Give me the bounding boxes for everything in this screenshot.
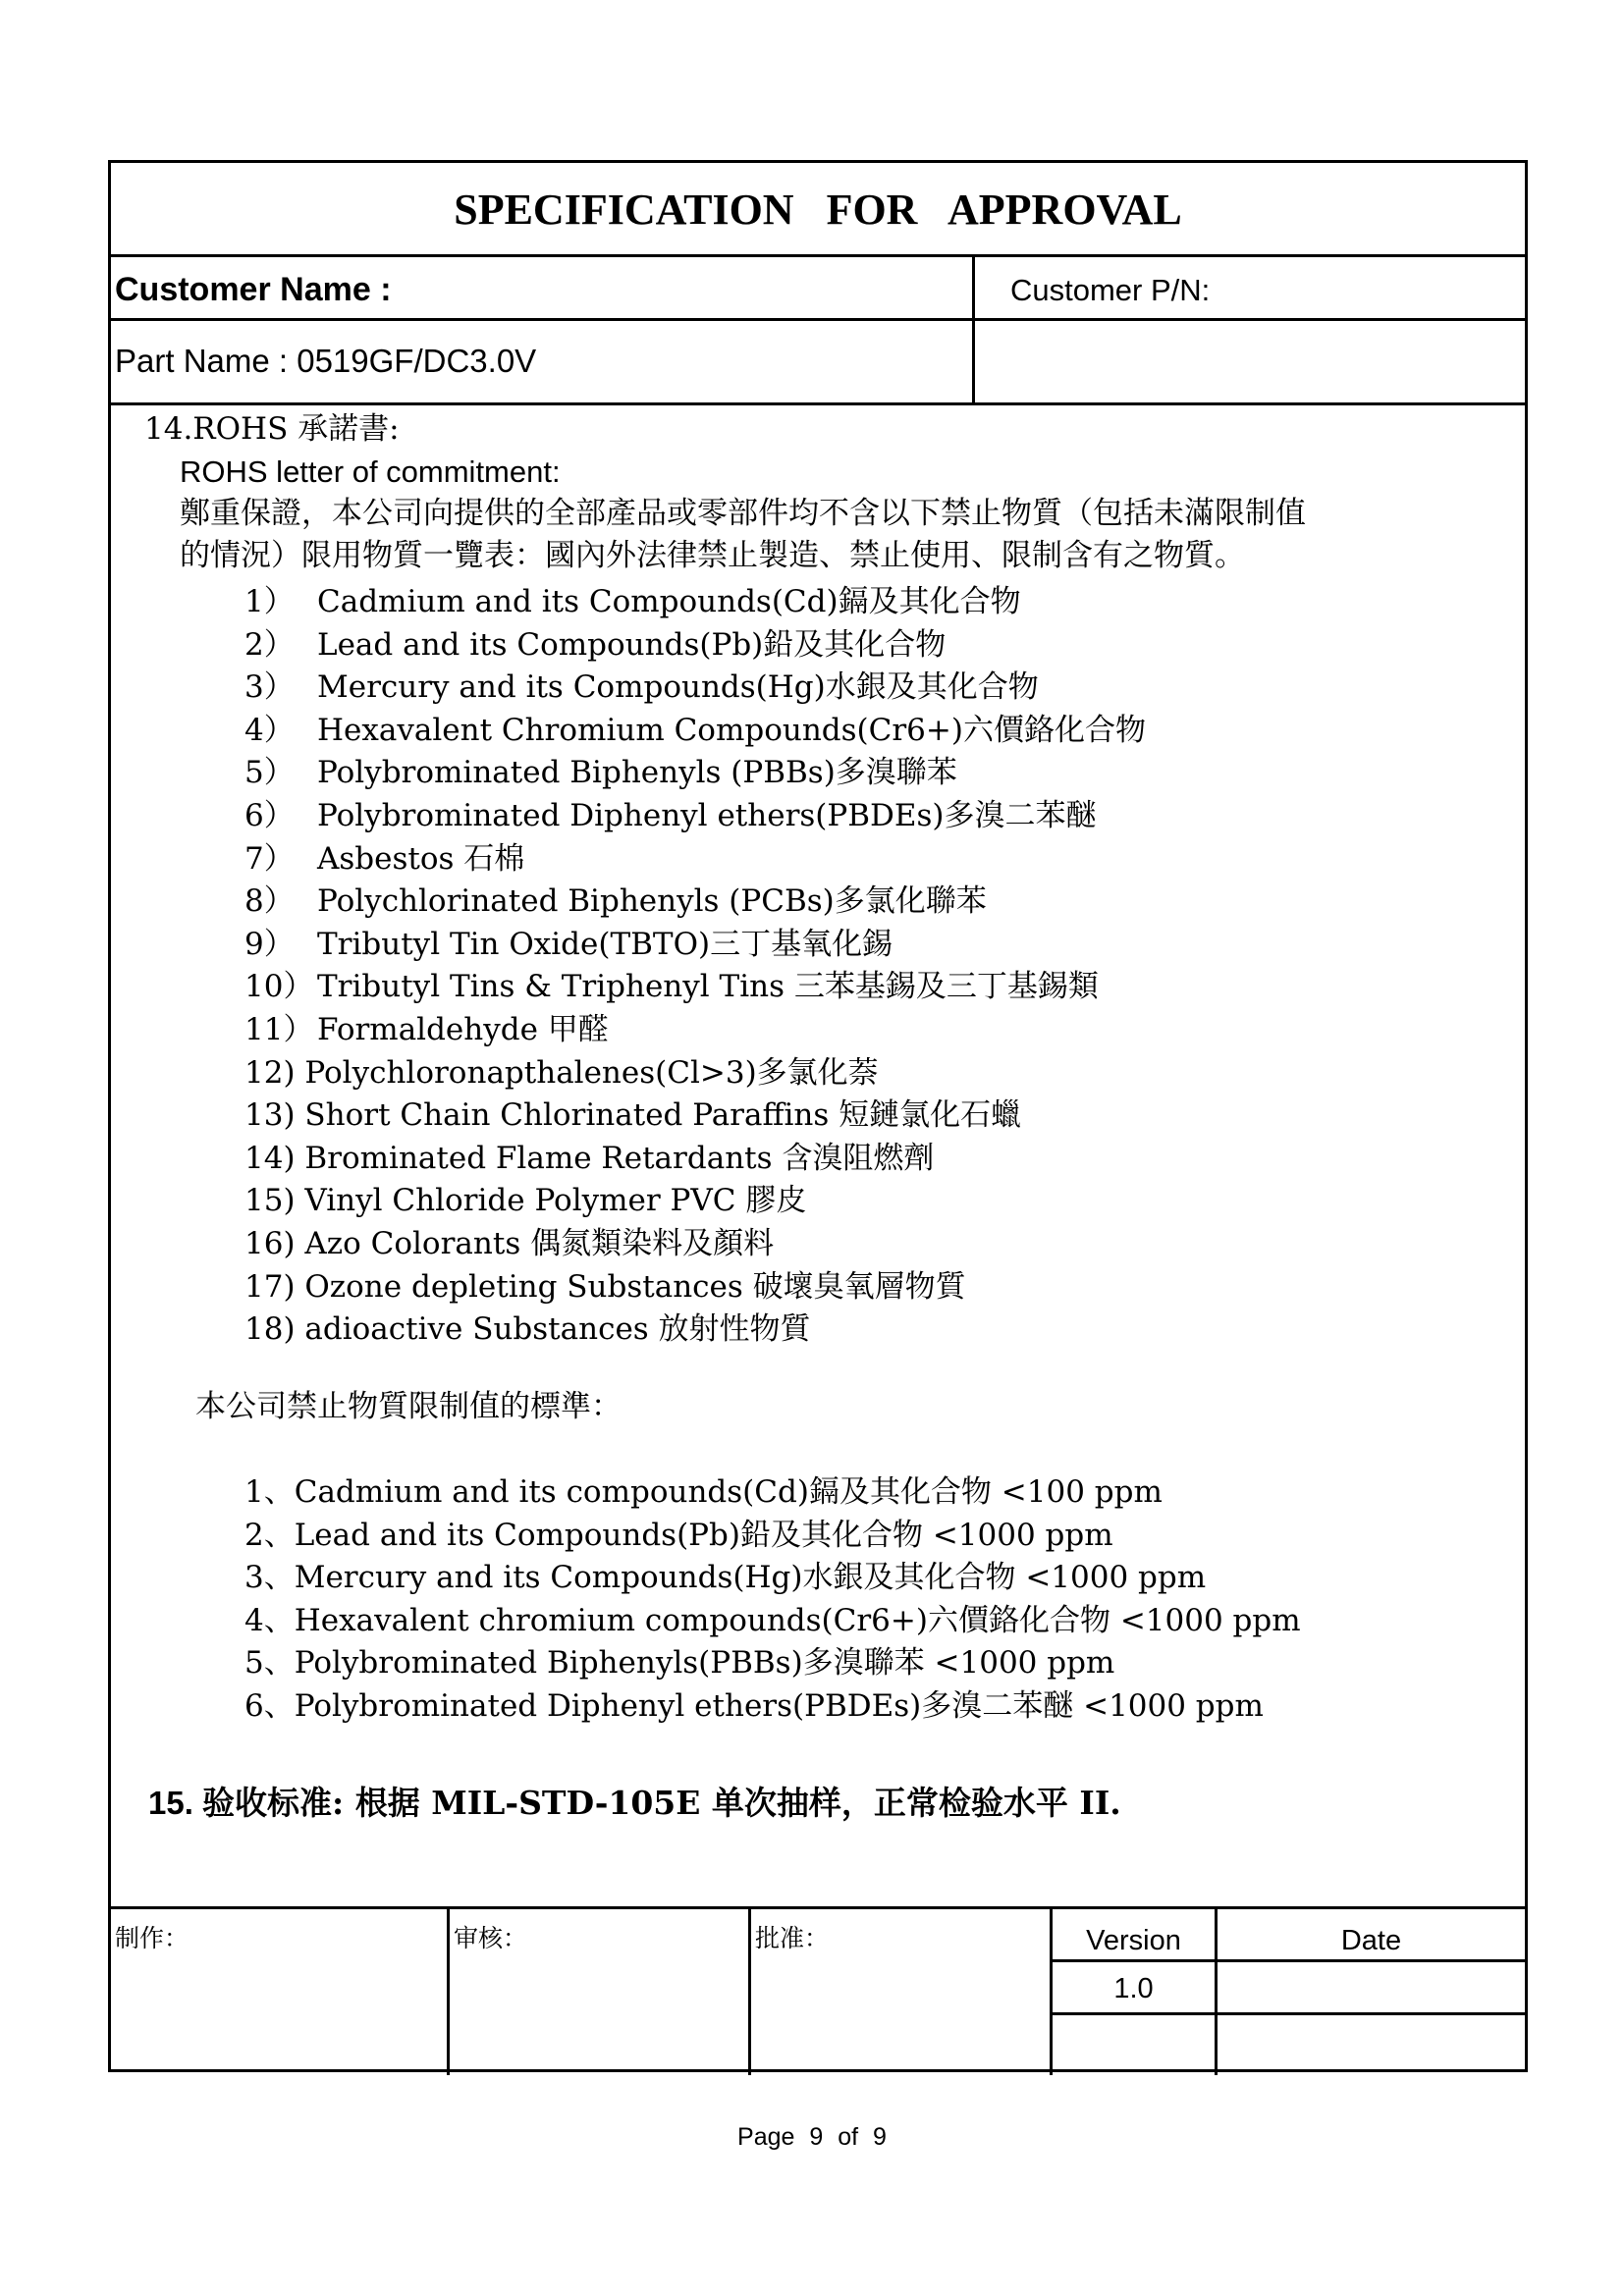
substance-item-number: 4）	[244, 712, 295, 748]
substance-item-text: 12) Polychloronapthalenes(Cl>3)多氯化萘	[244, 1054, 879, 1091]
date-header-cell	[1218, 1909, 1525, 1962]
substance-item	[244, 1053, 879, 1093]
substance-item	[244, 839, 524, 879]
signature-footer	[111, 1906, 1525, 2075]
part-name-row	[111, 321, 1525, 405]
date-value-cell	[1218, 1962, 1525, 2015]
substance-item	[244, 753, 957, 792]
date-label: Date	[1340, 1925, 1402, 1956]
substance-item-text: Formaldehyde 甲醛	[317, 1012, 609, 1047]
substance-item-text: Tributyl Tin Oxide(TBTO)三丁基氧化錫	[317, 926, 893, 962]
substance-item	[244, 667, 1039, 707]
title-row	[111, 163, 1525, 257]
reviewed-by-label: 审核：	[454, 1924, 528, 1952]
version-value: 1.0	[1113, 1973, 1154, 2004]
section15-line	[148, 1778, 1121, 1824]
approved-by-cell	[751, 1909, 1053, 2075]
section15-text: 验收标准: 根据 MIL-STD-105E 单次抽样，正常检验水平 II.	[202, 1784, 1121, 1822]
substance-item-text: 14) Brominated Flame Retardants 含溴阻燃劑	[244, 1140, 935, 1176]
substance-item-number: 5）	[244, 755, 295, 791]
customer-pn-cell	[975, 257, 1525, 318]
reviewed-by-cell	[450, 1909, 751, 2075]
section14-heading: 14.ROHS 承諾書:	[144, 411, 400, 447]
customer-name-cell	[111, 257, 975, 318]
substance-item-number: 7）	[244, 840, 295, 877]
substance-item	[244, 925, 893, 964]
substance-item-number: 11）	[244, 1012, 314, 1047]
customer-name-label: Customer Name :	[115, 271, 392, 308]
substance-item-text: Cadmium and its Compounds(Cd)鎘及其化合物	[317, 584, 1021, 619]
version-header-cell	[1053, 1909, 1218, 1962]
version-label: Version	[1086, 1925, 1181, 1956]
section14-intro-line1: 鄭重保證，本公司向提供的全部產品或零部件均不含以下禁止物質（包括未滿限制值	[180, 496, 1306, 531]
part-name-cell	[111, 321, 975, 402]
version-empty-cell	[1053, 2015, 1218, 2075]
substance-item-text: 16) Azo Colorants 偶氮類染料及顏料	[244, 1226, 775, 1261]
approved-by-label: 批准：	[755, 1924, 830, 1952]
substance-item-number: 9）	[244, 926, 295, 962]
limit-item: 2、Lead and its Compounds(Pb)鉛及其化合物 <1000 ppm	[244, 1517, 1113, 1553]
substance-item	[244, 1224, 774, 1263]
substance-item-text: Polychlorinated Biphenyls (PCBs)多氯化聯苯	[317, 883, 987, 920]
limit-item: 5、Polybrominated Biphenyls(PBBs)多溴聯苯 <1000 ppm	[244, 1645, 1115, 1682]
section14-intro-line2: 的情況）限用物質一覽表：國內外法律禁止製造、禁止使用、限制含有之物質。	[180, 538, 1245, 573]
substance-item-text: Tributyl Tins & Triphenyl Tins 三苯基錫及三丁基錫類	[317, 969, 1099, 1005]
substance-item	[244, 796, 1097, 835]
substance-item	[244, 1267, 966, 1307]
substance-item	[244, 881, 987, 921]
substance-item-number: 2）	[244, 626, 295, 663]
substance-item-text: Polybrominated Biphenyls (PBBs)多溴聯苯	[317, 755, 957, 791]
limit-item: 4、Hexavalent chromium compounds(Cr6+)六價鉻化合物 <1000 ppm	[244, 1602, 1301, 1638]
limits-heading: 本公司禁止物質限制值的標準：	[195, 1389, 622, 1424]
substance-item-text: Mercury and its Compounds(Hg)水銀及其化合物	[317, 669, 1039, 706]
limit-item: 6、Polybrominated Diphenyl ethers(PBDEs)多溴二苯醚 <1000 ppm	[244, 1688, 1264, 1724]
made-by-label: 制作：	[115, 1924, 189, 1952]
part-name: Part Name : 0519GF/DC3.0V	[115, 343, 537, 379]
substance-item-text: Asbestos 石棉	[317, 840, 525, 877]
limit-item: 3、Mercury and its Compounds(Hg)水銀及其化合物 <1000 ppm	[244, 1560, 1207, 1596]
substance-item	[244, 1095, 1021, 1135]
substance-item-number: 1）	[244, 584, 295, 619]
customer-pn-label: Customer P/N:	[1010, 273, 1211, 307]
substance-item-text: Hexavalent Chromium Compounds(Cr6+)六價鉻化合物	[317, 712, 1146, 748]
substance-item	[244, 967, 1099, 1006]
substance-item-number: 10）	[244, 969, 314, 1005]
substance-item-text: 18) adioactive Substances 放射性物質	[244, 1311, 811, 1348]
document-body	[111, 405, 1525, 1907]
made-by-cell	[111, 1909, 450, 2075]
substance-item-text: Lead and its Compounds(Pb)鉛及其化合物	[317, 626, 947, 663]
substance-item	[244, 711, 1146, 750]
specification-frame	[108, 160, 1528, 2072]
substance-item	[244, 625, 946, 665]
substance-item-text: 15) Vinyl Chloride Polymer PVC 膠皮	[244, 1183, 807, 1219]
substance-item	[244, 582, 1021, 621]
substance-item-text: Polybrominated Diphenyl ethers(PBDEs)多溴二苯醚	[317, 798, 1097, 833]
substance-item-number: 3）	[244, 669, 295, 706]
substance-item-number: 6）	[244, 798, 295, 833]
part-name-right-cell	[975, 321, 1525, 402]
section14-subheading: ROHS letter of commitment:	[180, 454, 561, 489]
version-value-cell	[1053, 1962, 1218, 2015]
substance-item	[244, 1139, 934, 1178]
substance-item	[244, 1309, 811, 1349]
customer-row	[111, 257, 1525, 321]
section15-label: 15.	[148, 1785, 193, 1821]
substance-item	[244, 1181, 806, 1220]
substance-item-number: 8）	[244, 883, 295, 920]
limit-item: 1、Cadmium and its compounds(Cd)鎘及其化合物 <100 ppm	[244, 1474, 1163, 1510]
substance-item	[244, 1010, 609, 1049]
substance-item-text: 17) Ozone depleting Substances 破壞臭氧層物質	[244, 1268, 966, 1305]
substance-item-text: 13) Short Chain Chlorinated Paraffins 短鏈氯化石蠟	[244, 1097, 1022, 1134]
page-number: Page 9 of 9	[737, 2123, 887, 2151]
date-empty-cell	[1218, 2015, 1525, 2075]
document-title: SPECIFICATION FOR APPROVAL	[454, 186, 1182, 234]
